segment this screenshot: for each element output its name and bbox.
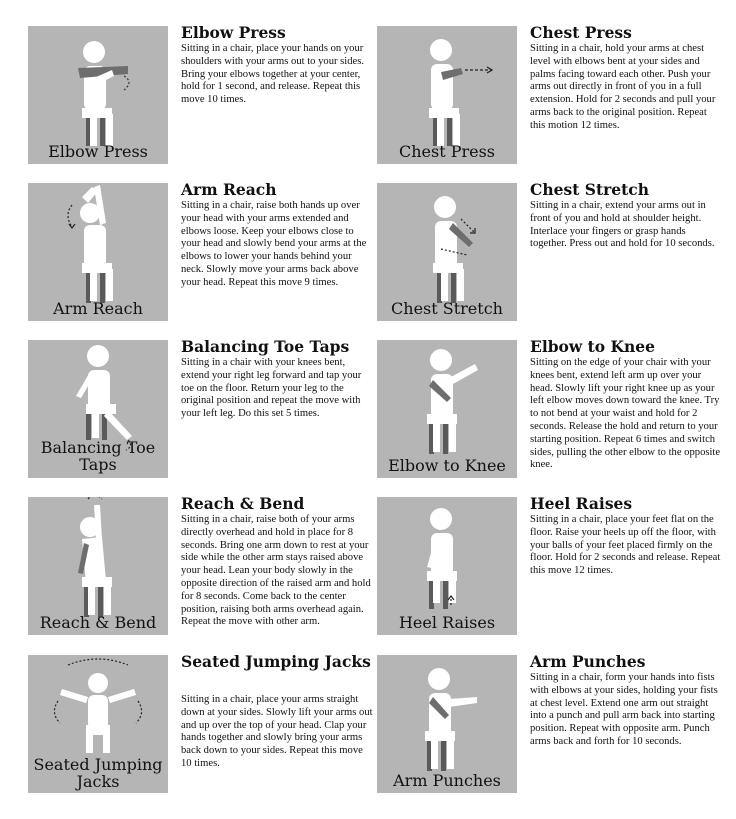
exercise-caption: Elbow to Knee [388, 456, 506, 475]
exercise-caption: Reach & Bend [39, 613, 157, 632]
exercise-description: Sitting in a chair, raise both of your arms directly overhead and hold in place for 8 seconds. Bring one arm down to rest at your side while the other arm stays raised above your head. Lean your body slowly in the opposite direction of the raised arm and hold for 8 seconds. Come back to the center position, raising both arms overhead again. Repeat the move with other arm. [181, 514, 371, 628]
exercise-description: Sitting in a chair, raise both hands up over your head with your arms extended and elbows loose. Keep your elbows close to your head and slowly bend your arms at the elbows to lower your hands behind your neck. Slowly move your arms back above your head. Repeat this move 9 times. [181, 200, 367, 288]
exercise-caption: Arm Punches [393, 771, 501, 790]
exercise-description: Sitting on the edge of your chair with your knees bent, extend left arm up over your head. Slowly lift your right knee up as your left elbow moves down toward the knee. Try to not bend at your waist and hold for 2 seconds. Release the hold and return to your starting position. Repeat 6 times and switch sides, pulling the other elbow to the opposite knee. [530, 357, 721, 471]
exercise-caption: Chest Press [398, 142, 496, 161]
exercise-card-chest-stretch [377, 180, 727, 323]
exercise-description: Sitting in a chair, place your arms straight down at your sides. Slowly lift your arms out and up over the top of your head. Clap your hands together and slowly bring your arms back down to your sides. Repeat this move 10 times. [181, 694, 373, 769]
exercise-caption: Balancing Toe Taps [40, 438, 156, 474]
exercise-title: Arm Punches [530, 652, 646, 671]
exercise-title: Elbow to Knee [530, 337, 655, 356]
exercise-illustration [28, 497, 168, 635]
exercise-card-reach-bend [28, 494, 378, 637]
exercise-illustration [377, 26, 517, 164]
exercise-description: Sitting in a chair, hold your arms at chest level with elbows bent at your sides and palms facing toward each other. Push your arms out directly in front of you in a full extension. Hold for 2 seconds and pull your arms back to the original position. Repeat this motion 12 times. [530, 43, 716, 131]
exercise-title: Elbow Press [181, 23, 286, 42]
exercise-caption: Seated Jumping Jacks [33, 755, 163, 791]
exercise-title: Balancing Toe Taps [181, 337, 350, 356]
exercise-card-elbow-press [28, 23, 378, 166]
exercise-caption: Arm Reach [53, 299, 143, 318]
exercise-card-heel-raises [377, 494, 727, 637]
exercise-title: Chest Press [530, 23, 632, 42]
exercise-title: Heel Raises [530, 494, 633, 513]
exercise-description: Sitting in a chair, extend your arms out in front of you and hold at shoulder height. Interlace your fingers or grasp hands together. Press out and hold for 10 seconds. [530, 200, 715, 250]
exercise-illustration [28, 26, 168, 164]
exercise-illustration [377, 183, 517, 321]
exercise-illustration [28, 183, 168, 321]
exercise-description: Sitting in a chair, place your feet flat on the floor. Raise your heels up off the floor, with your balls of your feet placed firmly on the floor. Hold for 2 seconds and release. Repeat this move 12 times. [530, 514, 721, 577]
exercise-title: Seated Jumping Jacks [181, 652, 371, 671]
exercise-description: Sitting in a chair with your knees bent, extend your right leg forward and tap your toe on the floor. Return your leg to the original position and repeat the move with your left leg. Do this set 5 times. [181, 357, 362, 420]
exercise-caption: Heel Raises [398, 613, 496, 632]
exercise-title: Reach & Bend [181, 494, 305, 513]
exercise-card-chest-press [377, 23, 727, 166]
exercise-card-seated-jumping-jacks [28, 652, 378, 795]
exercise-caption: Chest Stretch [391, 299, 503, 318]
exercise-description: Sitting in a chair, form your hands into fists with elbows at your sides, holding your fists at chest level. Extend one arm out straight into a punch and pull arm back into starting position. Repeat with opposite arm. Punch arms back and forth for 10 seconds. [530, 672, 718, 747]
exercise-illustration [377, 497, 517, 635]
exercise-caption: Elbow Press [48, 142, 148, 161]
exercise-card-balancing-toe-taps [28, 337, 378, 480]
exercise-card-arm-reach [28, 180, 378, 323]
exercise-description: Sitting in a chair, place your hands on your shoulders with your arms out to your sides. Bring your elbows together at your center, hold for 1 second, and release. Repeat this move 10 times. [181, 43, 365, 106]
exercise-title: Arm Reach [181, 180, 277, 199]
exercise-card-arm-punches [377, 652, 727, 795]
exercise-illustration [28, 340, 168, 478]
exercise-illustration [377, 655, 517, 793]
exercise-title: Chest Stretch [530, 180, 649, 199]
exercise-card-elbow-to-knee [377, 337, 727, 480]
exercise-illustration [377, 340, 517, 478]
exercise-illustration [28, 655, 168, 793]
